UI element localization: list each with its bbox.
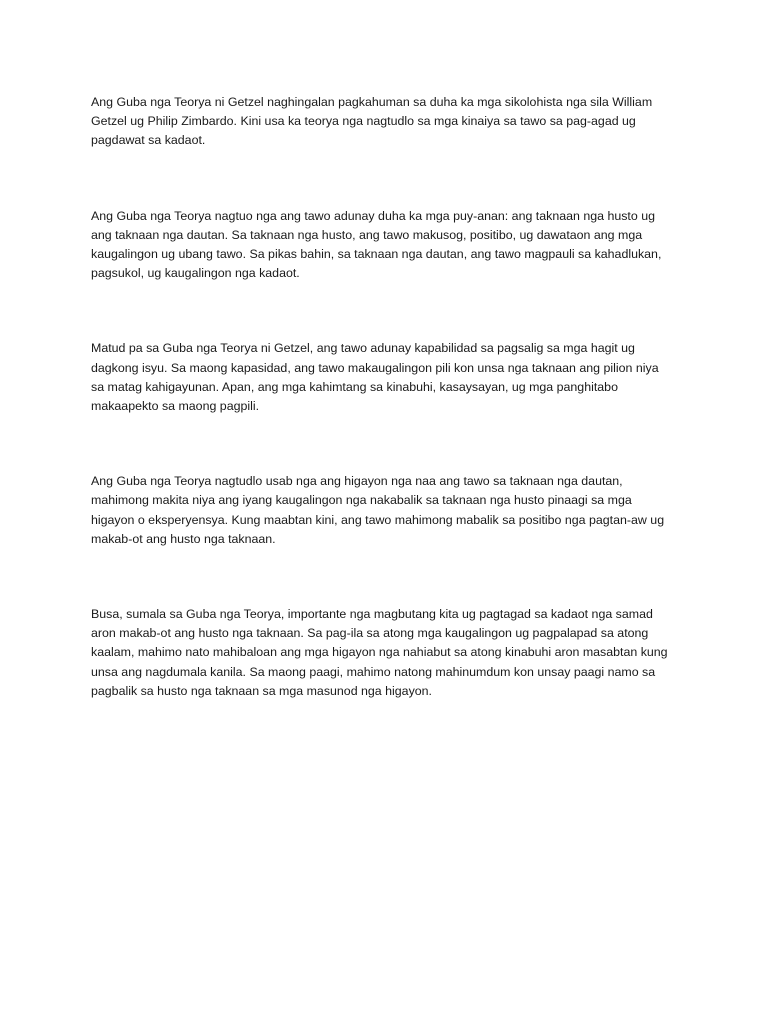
paragraph-1: Ang Guba nga Teorya ni Getzel naghingalan pagkahuman sa duha ka mga sikolohista nga sila William Getzel ug Philip Zimbardo. Kini usa ka teorya nga nagtudlo sa mga kinaiya sa tawo sa pag-agad ug pagdawat sa kadaot.: [91, 95, 653, 148]
paragraph-5: Busa, sumala sa Guba nga Teorya, importante nga magbutang kita ug pagtagad sa kadaot nga samad aron makab-ot ang husto nga taknaan. Sa pag-ila sa atong mga kaugalingon ug pagpalapad sa atong kaalam, mahimo nato mahibaloan ang mga higayon nga nahiabut sa atong kinabuhi aron masabtan kung unsa ang nagdumala kanila. Sa maong paagi, mahimo natong mahinumdum kon unsay paagi namo sa pagbalik sa husto nga taknaan sa mga masunod nga higayon.: [91, 607, 668, 698]
paragraph-2: Ang Guba nga Teorya nagtuo nga ang tawo adunay duha ka mga puy-anan: ang taknaan nga husto ug ang taknaan nga dautan. Sa taknaan nga husto, ang tawo makusog, positibo, ug dawataon ang mga kaugalingon ug ubang tawo. Sa pikas bahin, sa taknaan nga dautan, ang tawo magpauli sa kahadlukan, pagsukol, ug kaugalingon nga kadaot.: [91, 208, 662, 281]
document-body: [91, 93, 675, 701]
paragraph-3: Matud pa sa Guba nga Teorya ni Getzel, ang tawo adunay kapabilidad sa pagsalig sa mga hagit ug dagkong isyu. Sa maong kapasidad, ang tawo makaugalingon pili kon unsa nga taknaan ang pilion niya sa matag kahigayunan. Apan, ang mga kahimtang sa kinabuhi, kasaysayan, ug mga panghitabo makaapekto sa maong pagpili.: [91, 341, 659, 414]
paragraph-4: Ang Guba nga Teorya nagtudlo usab nga ang higayon nga naa ang tawo sa taknaan nga dautan, mahimong makita niya ang iyang kaugalingon nga nakabalik sa taknaan nga husto pinaagi sa mga higayon o eksperyensya. Kung maabtan kini, ang tawo mahimong mabalik sa positibo nga pagtan-aw ug makab-ot ang husto nga taknaan.: [91, 474, 665, 546]
